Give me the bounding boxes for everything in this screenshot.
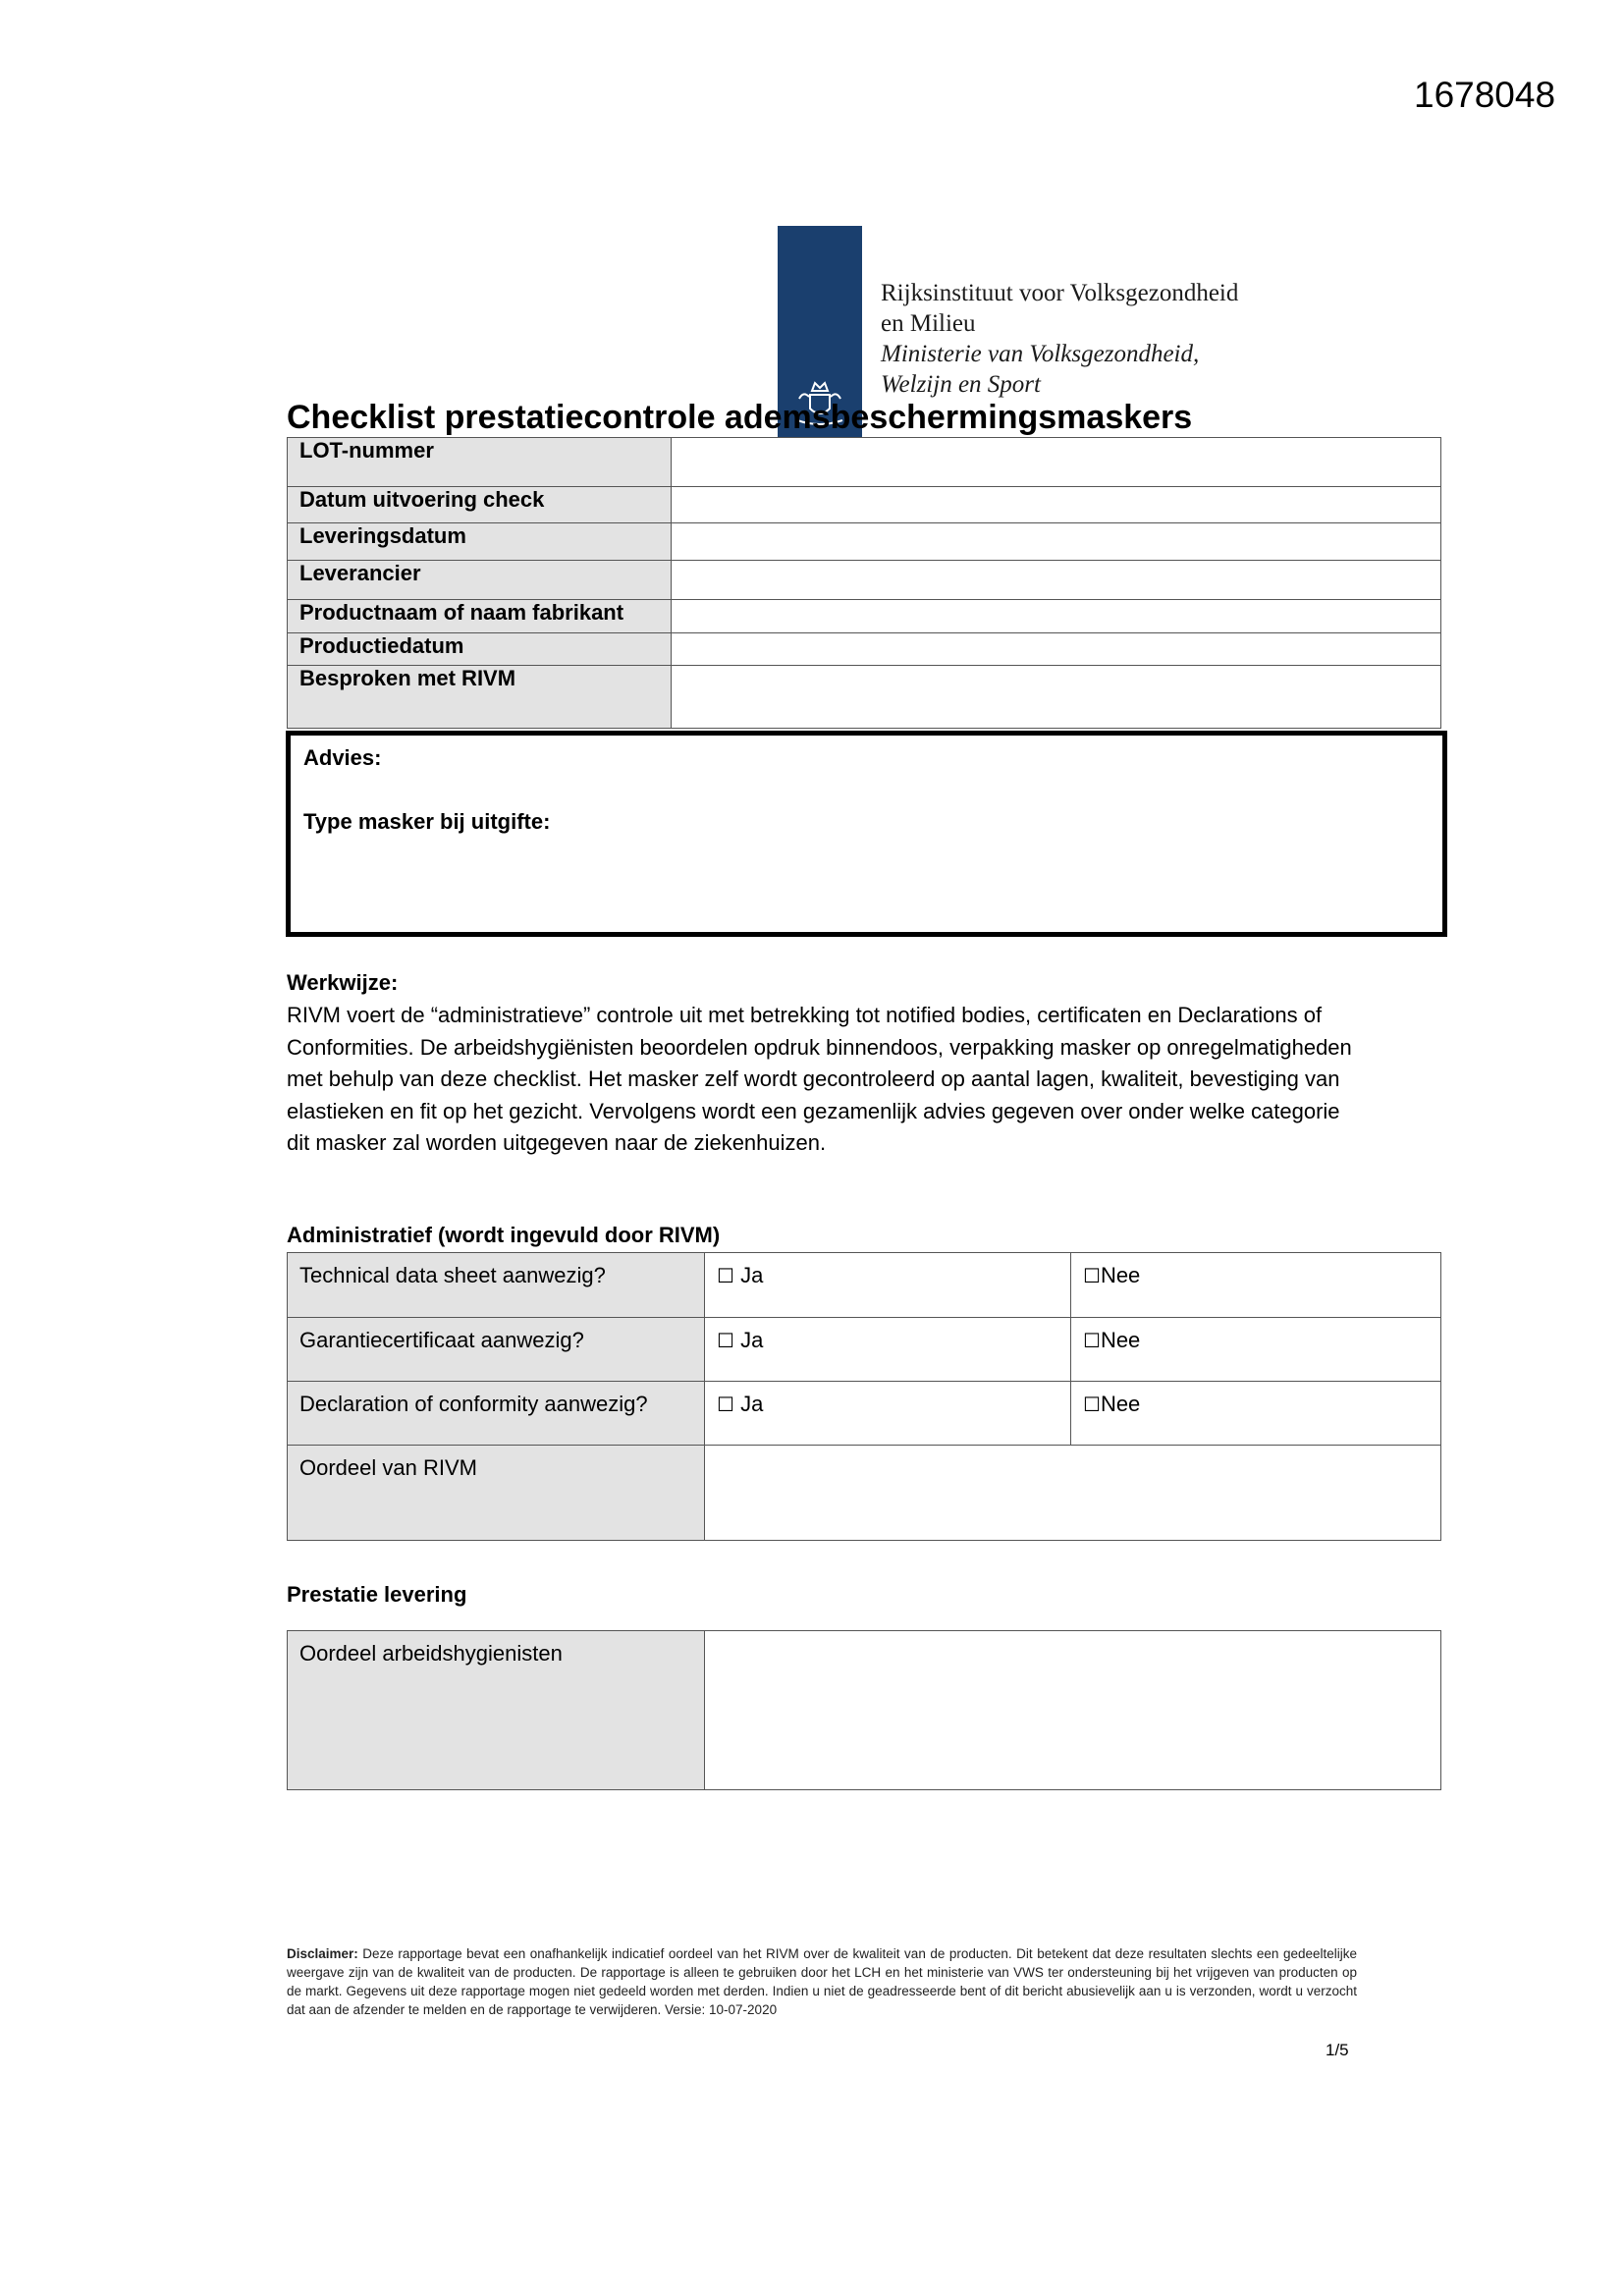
yes-option[interactable] bbox=[705, 1382, 1071, 1446]
table-row bbox=[288, 666, 1441, 729]
disclaimer bbox=[287, 1944, 1357, 2019]
mask-type-label: Type masker bij uitgifte: bbox=[303, 809, 551, 834]
discussed-with-rivm-field[interactable] bbox=[672, 666, 1441, 729]
delivery-date-field[interactable] bbox=[672, 523, 1441, 561]
checkbox-icon[interactable]: ☐ bbox=[1083, 1393, 1101, 1416]
table-row bbox=[288, 600, 1441, 633]
administratief-title: Administratief (wordt ingevuld door RIVM) bbox=[287, 1223, 721, 1247]
oordeel-arbeidshygienisten-label: Oordeel arbeidshygienisten bbox=[288, 1631, 705, 1790]
yes-label: Ja bbox=[740, 1263, 764, 1287]
oordeel-arbeidshygienisten-field[interactable] bbox=[705, 1631, 1441, 1790]
oordeel-rivm-field[interactable] bbox=[705, 1446, 1441, 1541]
question-label: Technical data sheet aanwezig? bbox=[288, 1253, 705, 1318]
werkwijze-text: RIVM voert de “administratieve” controle uit met betrekking tot notified bodies, certificaten en Declarations of Conformities. De arbeidshygiënisten beoordelen opdruk binnendoos, verpakking masker op onregelmatigheden met behulp van deze checklist. Het masker zelf wordt gecontroleerd op aantal lagen, kwaliteit, bevestiging van elastieken en fit op het gezicht. Vervolgens wordt een gezamenlijk advies gegeven over onder welke categorie dit masker zal worden uitgegeven naar de ziekenhuizen. bbox=[287, 1003, 1352, 1155]
field-label: Productnaam of naam fabrikant bbox=[288, 600, 672, 633]
yes-option[interactable] bbox=[705, 1253, 1071, 1318]
administratief-table bbox=[287, 1252, 1441, 1541]
table-row bbox=[288, 1631, 1441, 1790]
product-name-field[interactable] bbox=[672, 600, 1441, 633]
checkbox-icon[interactable]: ☐ bbox=[1083, 1264, 1101, 1287]
no-label: Nee bbox=[1100, 1392, 1141, 1416]
logo-line-2: en Milieu bbox=[881, 310, 976, 337]
no-option[interactable] bbox=[1071, 1253, 1441, 1318]
field-label: Besproken met RIVM bbox=[288, 666, 672, 729]
page-title: Checklist prestatiecontrole ademsbeschermingsmaskers bbox=[287, 399, 1193, 436]
table-row bbox=[288, 1318, 1441, 1382]
field-label: Leveringsdatum bbox=[288, 523, 672, 561]
no-label: Nee bbox=[1100, 1263, 1141, 1287]
table-row bbox=[288, 1382, 1441, 1446]
checkbox-icon[interactable]: ☐ bbox=[717, 1264, 734, 1287]
table-row bbox=[288, 438, 1441, 487]
lot-number-field[interactable] bbox=[672, 438, 1441, 487]
question-label: Garantiecertificaat aanwezig? bbox=[288, 1318, 705, 1382]
advies-label: Advies: bbox=[303, 745, 382, 770]
yes-label: Ja bbox=[740, 1328, 764, 1352]
check-date-field[interactable] bbox=[672, 487, 1441, 523]
no-label: Nee bbox=[1100, 1328, 1141, 1352]
field-label: LOT-nummer bbox=[288, 438, 672, 487]
table-row bbox=[288, 633, 1441, 666]
supplier-field[interactable] bbox=[672, 561, 1441, 600]
yes-label: Ja bbox=[740, 1392, 764, 1416]
page-number: 1/5 bbox=[1326, 2041, 1349, 2059]
table-row bbox=[288, 1253, 1441, 1318]
document-id: 1678048 bbox=[1414, 75, 1556, 115]
prestatie-title: Prestatie levering bbox=[287, 1582, 467, 1607]
table-row bbox=[288, 487, 1441, 523]
logo-line-1: Rijksinstituut voor Volksgezondheid bbox=[881, 280, 1239, 306]
disclaimer-label: Disclaimer: bbox=[287, 1946, 358, 1961]
table-row bbox=[288, 561, 1441, 600]
question-label: Declaration of conformity aanwezig? bbox=[288, 1382, 705, 1446]
checkbox-icon[interactable]: ☐ bbox=[717, 1393, 734, 1416]
disclaimer-text: Deze rapportage bevat een onafhankelijk indicatief oordeel van het RIVM over de kwaliteit van de producten. Dit betekent dat deze resultaten slechts een gedeeltelijke weergave zijn van de kwaliteit van de producten. De rapportage is alleen te gebruiken door het LCH en het ministerie van VWS ter ondersteuning bij het vrijgeven van producten op de markt. Gegevens uit deze rapportage mogen niet gedeeld worden met derden. Indien u niet de geadresseerde bent of dit bericht abusievelijk aan u is verzonden, wordt u verzocht dat aan de afzender te melden en de rapportage te verwijderen. Versie: 10-07-2020 bbox=[287, 1946, 1357, 2017]
table-row bbox=[288, 1446, 1441, 1541]
yes-option[interactable] bbox=[705, 1318, 1071, 1382]
table-row bbox=[288, 523, 1441, 561]
prestatie-table bbox=[287, 1630, 1441, 1790]
field-label: Productiedatum bbox=[288, 633, 672, 666]
no-option[interactable] bbox=[1071, 1382, 1441, 1446]
logo-line-3: Ministerie van Volksgezondheid, bbox=[881, 341, 1200, 367]
field-label: Leverancier bbox=[288, 561, 672, 600]
werkwijze-title: Werkwijze: bbox=[287, 970, 399, 995]
logo-line-4: Welzijn en Sport bbox=[881, 371, 1041, 398]
checkbox-icon[interactable]: ☐ bbox=[1083, 1329, 1101, 1352]
info-table bbox=[287, 437, 1441, 729]
logo-text bbox=[881, 278, 1238, 400]
advies-box[interactable] bbox=[286, 731, 1447, 937]
production-date-field[interactable] bbox=[672, 633, 1441, 666]
oordeel-rivm-label: Oordeel van RIVM bbox=[288, 1446, 705, 1541]
checkbox-icon[interactable]: ☐ bbox=[717, 1329, 734, 1352]
no-option[interactable] bbox=[1071, 1318, 1441, 1382]
field-label: Datum uitvoering check bbox=[288, 487, 672, 523]
